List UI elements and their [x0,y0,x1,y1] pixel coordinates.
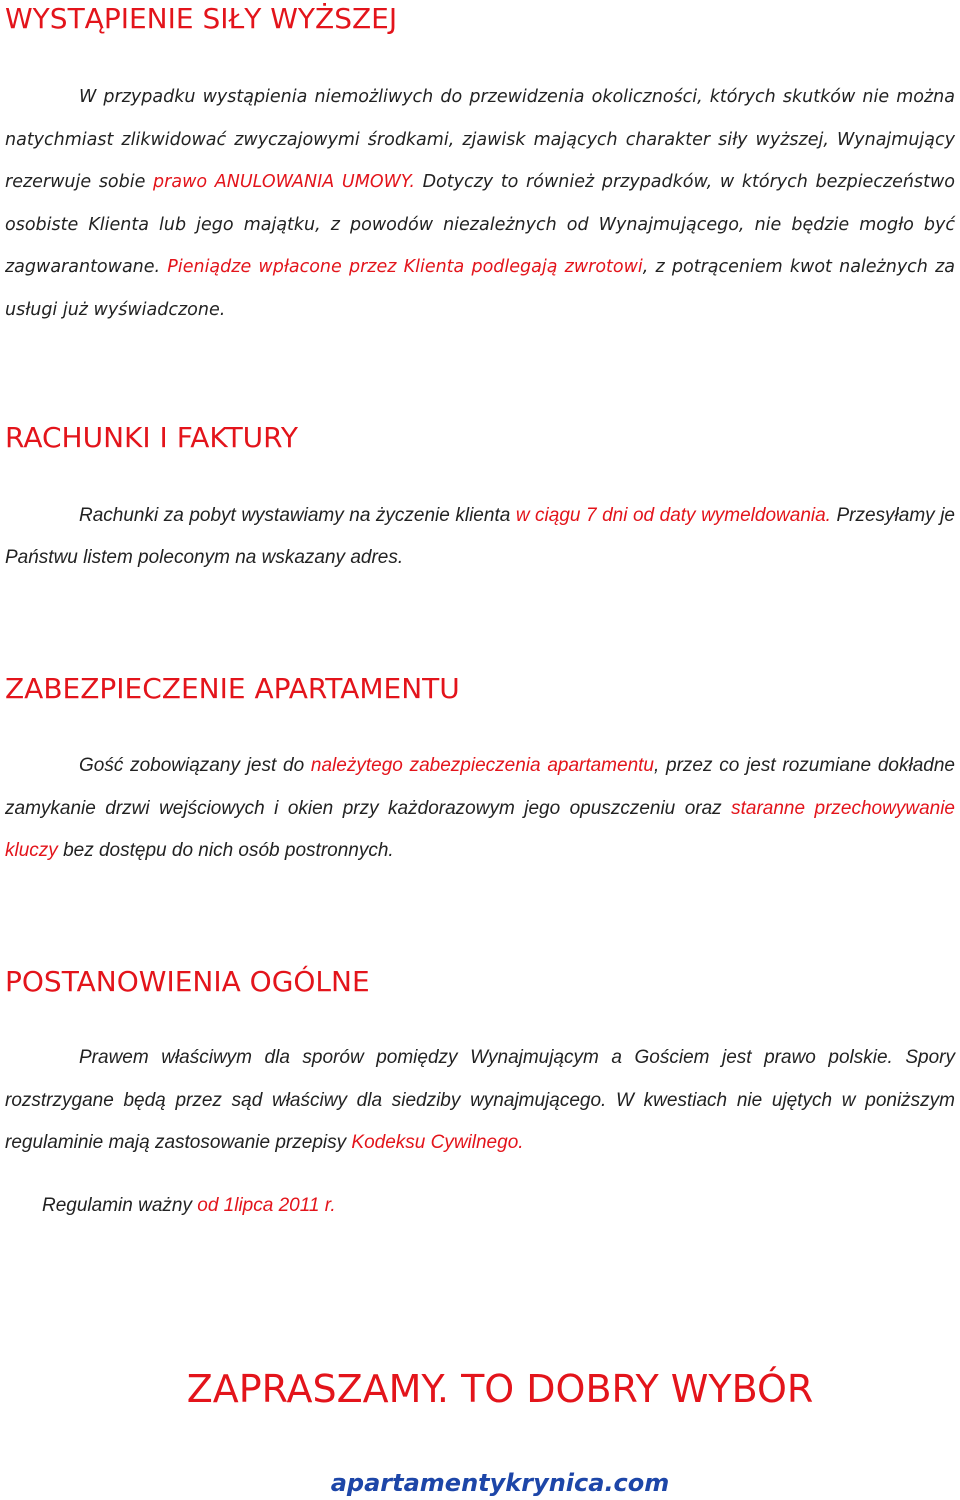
highlight-civil-code: Kodeksu Cywilnego. [351,1132,524,1153]
section-heading-apartment-security: ZABEZPIECZENIE APARTAMENTU [5,672,460,705]
text-segment: , przez co jest rozumiane dokładne zamykanie drzwi wejściowych i okien przy każdorazowym jego opuszczeniu oraz [5,755,955,819]
text-segment: Gość zobowiązany jest do [79,755,311,776]
closing-slogan: ZAPRASZAMY. TO DOBRY WYBÓR [186,1367,814,1411]
text-segment: Rachunki za pobyt wystawiamy na życzenie klienta [79,505,516,526]
validity-date: od 1lipca 2011 r. [197,1195,336,1216]
highlight-key-storage: staranne przechowywanie kluczy [5,797,955,861]
text-segment: bez dostępu do nich osób postronnych. [57,840,394,861]
text-segment: Prawem właściwym dla sporów pomiędzy Wynajmującym a Gościem jest prawo polskie. Spory rozstrzygane będą przez sąd właściwy dla siedziby wynajmującego. W kwestiach nie ujętych w poniższym regulaminie mają zastosowanie przepisy [5,1047,955,1153]
apartment-security-paragraph [5,745,955,873]
highlight-invoice-deadline: w ciągu 7 dni od daty wymeldowania. [515,505,831,526]
text-segment: Dotyczy to również przypadków, w których bezpieczeństwo osobiste Klienta lub jego majątku, z powodów niezależnych od Wynajmującego, nie będzie mogło być zagwarantowane. [5,172,955,277]
website-link[interactable]: apartamentykrynica.com [330,1469,670,1497]
section-heading-force-majeure: WYSTĄPIENIE SIŁY WYŻSZEJ [5,2,398,35]
text-segment: Przesyłamy je Państwu listem poleconym na wskazany adres. [5,505,955,568]
text-segment: W przypadku wystąpienia niemożliwych do przewidzenia okoliczności, których skutków nie można natychmiast zlikwidować zwyczajowymi środkami, zjawisk mających charakter siły wyższej, Wynajmujący rezerwuje sobie [5,87,955,192]
force-majeure-paragraph [5,76,955,331]
section-heading-general-provisions: POSTANOWIENIA OGÓLNE [5,965,370,998]
validity-line [42,1192,942,1220]
general-provisions-paragraph [5,1037,955,1165]
validity-prefix: Regulamin ważny [42,1195,198,1216]
section-heading-invoices: RACHUNKI I FAKTURY [5,421,298,454]
text-segment: , z potrąceniem kwot należnych za usługi już wyświadczone. [5,257,955,320]
highlight-apartment-security: należytego zabezpieczenia apartamentu [310,755,654,776]
highlight-cancellation-right: prawo ANULOWANIA UMOWY. [153,172,415,192]
highlight-refund: Pieniądze wpłacone przez Klienta podlegają zwrotowi [167,257,643,277]
invoices-paragraph [5,495,955,579]
